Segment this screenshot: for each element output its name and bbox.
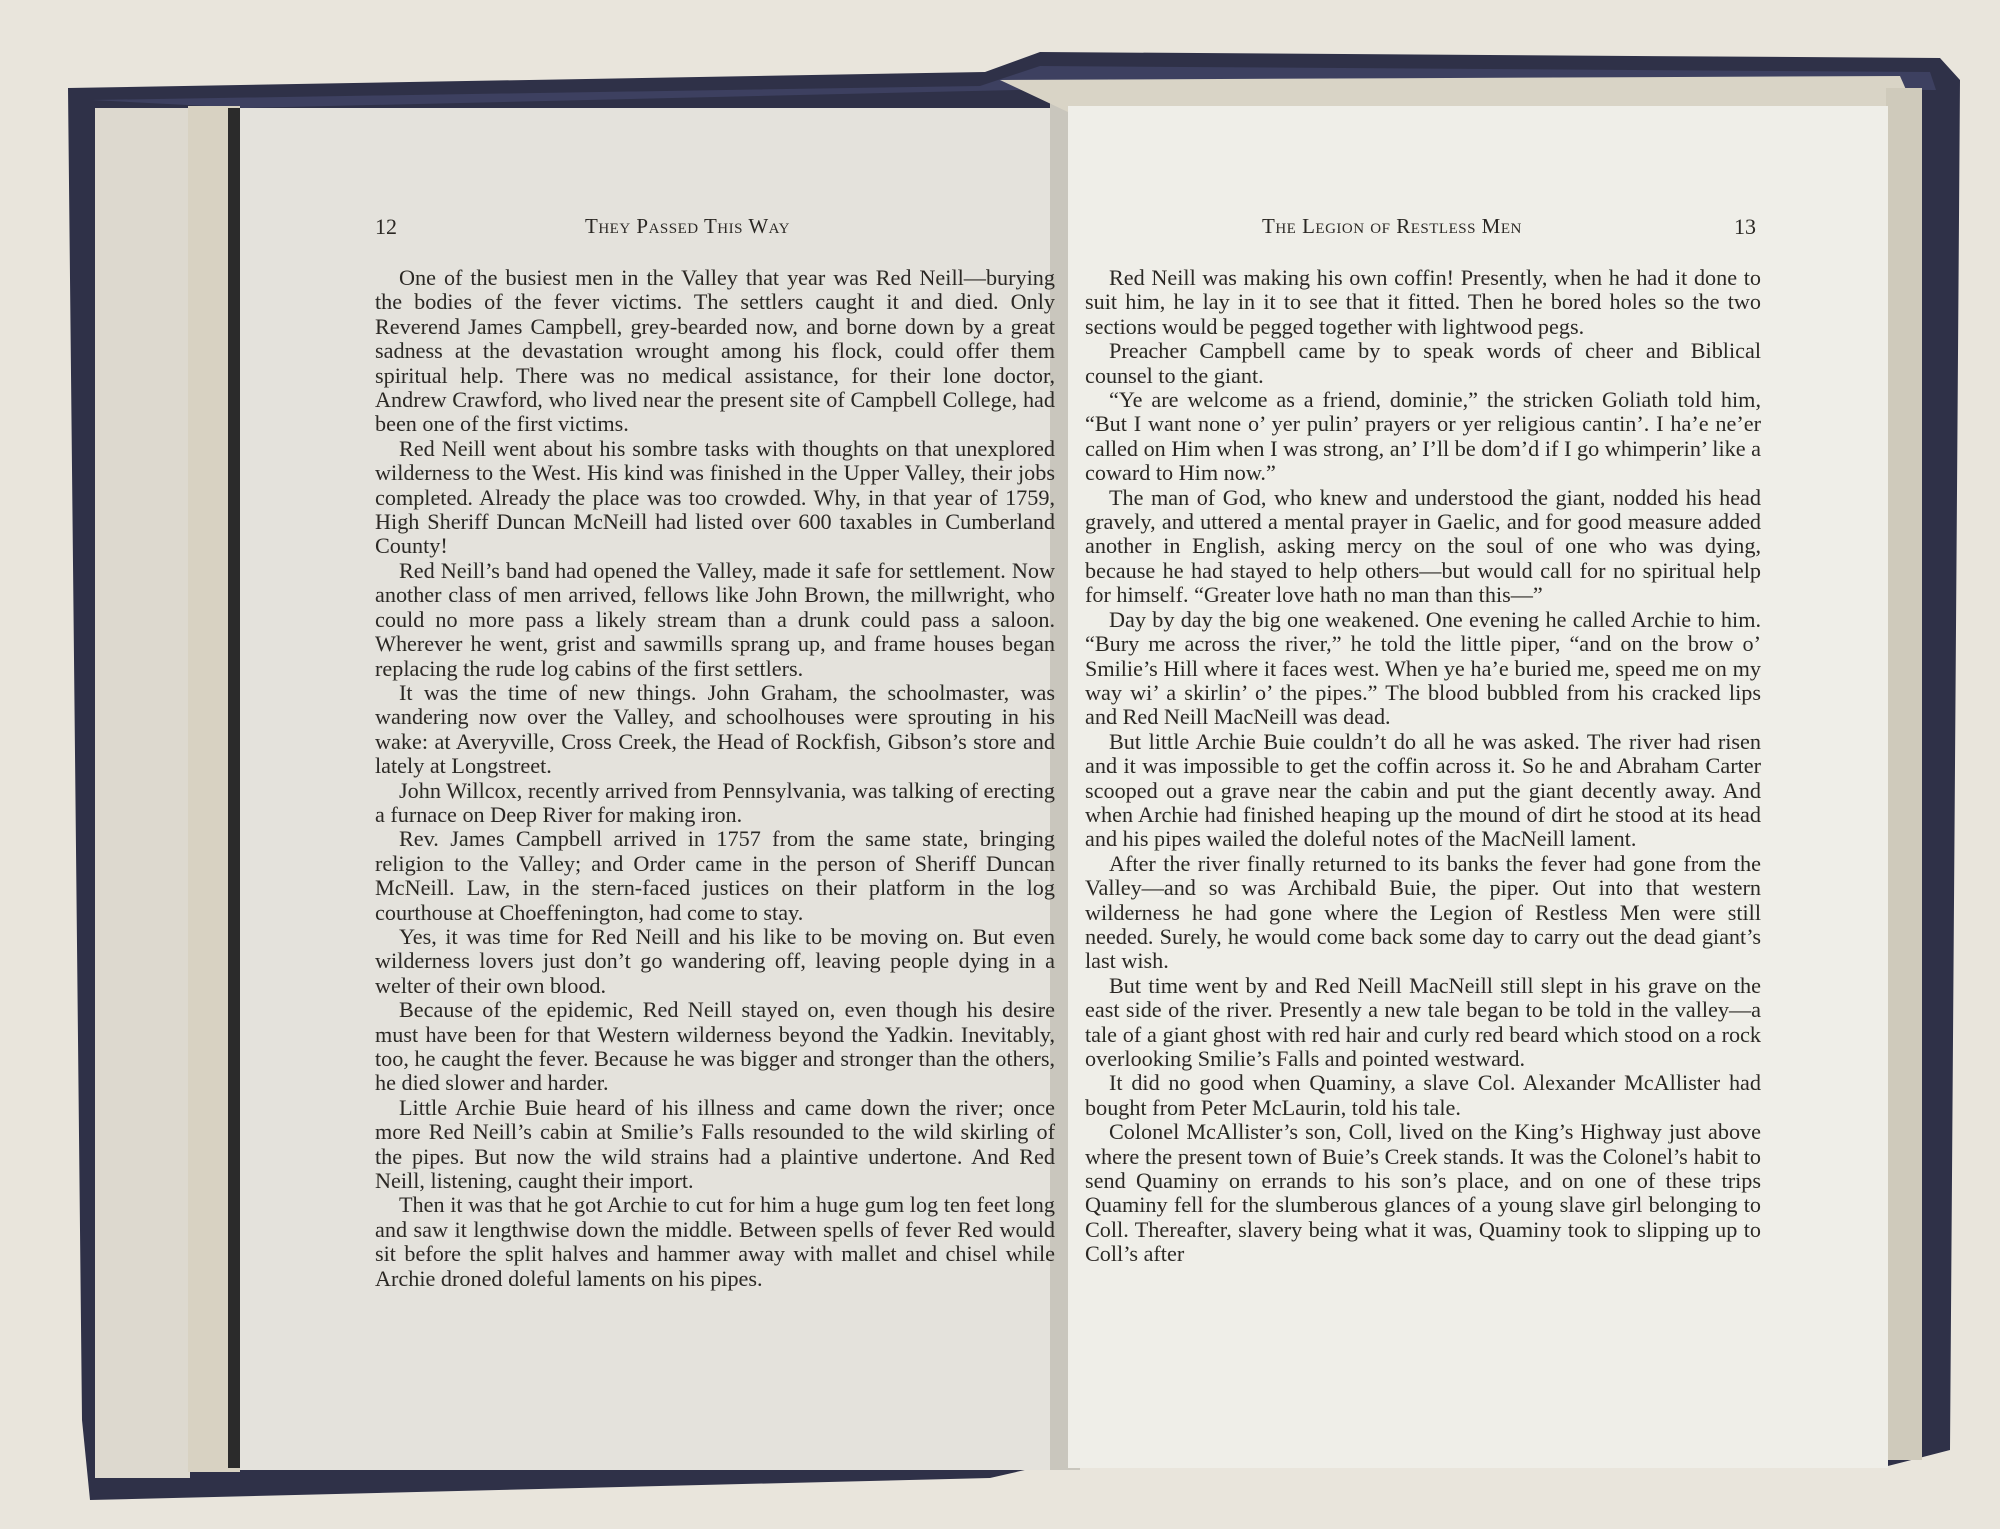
paragraph: After the river finally returned to its banks the fever had gone from the Valley—and so was Archibald Buie, the piper. Out into that western wilderness he had gone where the Legion of Restless Men were still needed. Surely, he would come back some day to carry out the dead giant’s last wish. bbox=[1085, 850, 1761, 974]
paragraph: Red Neill went about his sombre tasks with thoughts on that unexplored wilderness to the West. His kind was finished in the Upper Valley, their jobs completed. Already the place was too crowded. Why, in that year of 1759, High Sheriff Duncan McNeill had listed over 600 taxables in Cumberland County! bbox=[375, 435, 1055, 559]
paragraph: “Ye are welcome as a friend, dominie,” the stricken Goliath told him, “But I want none o’ yer pulin’ prayers or yer religious cantin’. I ha’e ne’er called on Him when I was strong, an’ I’ll be dom’d if I go whimperin’ like a coward to Him now.” bbox=[1085, 387, 1761, 486]
left-page-edge-lines bbox=[228, 108, 240, 1468]
running-head: The Legion of Restless Men bbox=[1262, 214, 1522, 238]
page-number: 13 bbox=[1734, 214, 1756, 239]
paragraph: Yes, it was time for Red Neill and his like to be moving on. But even wilderness lovers just don’t go wandering off, leaving people dying in a welter of their own blood. bbox=[375, 923, 1055, 998]
paragraph: Rev. James Campbell arrived in 1757 from the same state, bringing religion to the Valley; and Order came in the person of Sheriff Duncan McNeill. Law, in the stern-faced justices on their platform in the log courthouse at Choeffenington, had come to stay. bbox=[375, 826, 1055, 925]
paragraph: Day by day the big one weakened. One evening he called Archie to him. “Bury me across the river,” he told the little piper, “and on the brow o’ Smilie’s Hill where it faces west. When ye ha’e buried me, speed me on my way wi’ a skirlin’ o’ the pipes.” The blood bubbled from his cracked lips and Red Neill MacNeill was dead. bbox=[1085, 606, 1761, 730]
paragraph: Colonel McAllister’s son, Coll, lived on the King’s Highway just above where the present town of Buie’s Creek stands. It was the Colonel’s habit to send Quaminy on errands to his son’s place, and on one of these trips Quaminy fell for the slumberous glances of a young slave girl belonging to Coll. Thereafter, slavery being what it was, Quaminy took to slipping up to Coll’s after bbox=[1085, 1119, 1761, 1267]
left-cover-lining bbox=[95, 108, 190, 1478]
paragraph: But time went by and Red Neill MacNeill still slept in his grave on the east side of the river. Presently a new tale began to be told in the valley—a tale of a giant ghost with red hair and curly red beard which stood on a rock overlooking Smilie’s Falls and pointed westward. bbox=[1085, 972, 1761, 1071]
paragraph: Little Archie Buie heard of his illness and came down the river; once more Red Neill’s cabin at Smilie’s Falls resounded to the wild skirling of the pipes. But now the wild strains had a plaintive undertone. And Red Neill, listening, caught their import. bbox=[375, 1094, 1055, 1194]
paragraph: One of the busiest men in the Valley that year was Red Neill—burying the bodies of the fever victims. The settlers caught it and died. Only Reverend James Campbell, grey-bearded now, and borne down by a great sadness at the devastation wrought among his flock, could offer them spiritual help. There was no medical assistance, for their lone doctor, Andrew Crawford, who lived near the present site of Campbell College, had been one of the first victims. bbox=[375, 265, 1055, 437]
paragraph: It was the time of new things. John Graham, the schoolmaster, was wandering now over the Valley, and schoolhouses were sprouting in his wake: at Averyville, Cross Creek, the Head of Rockfish, Gibson’s store and lately at Longstreet. bbox=[375, 679, 1055, 779]
paragraph: John Willcox, recently arrived from Pennsylvania, was talking of erecting a furnace on Deep River for making iron. bbox=[375, 777, 1055, 827]
paragraph: Because of the epidemic, Red Neill stayed on, even though his desire must have been for that Western wilderness beyond the Yadkin. Inevitably, too, he caught the fever. Because he was bigger and stronger than the others, he died slower and harder. bbox=[375, 997, 1055, 1096]
paragraph: Red Neill was making his own coffin! Presently, when he had it done to suit him, he lay in it to see that it fitted. Then he bored holes so the two sections would be pegged together with lightwood pegs. bbox=[1085, 265, 1761, 339]
paragraph: It did no good when Quaminy, a slave Col. Alexander McAllister had bought from Peter McLaurin, told his tale. bbox=[1085, 1070, 1761, 1120]
paragraph: But little Archie Buie couldn’t do all he was asked. The river had risen and it was impossible to get the coffin across it. So he and Abraham Carter scooped out a grave near the cabin and put the giant decently away. And when Archie had finished heaping up the mound of dirt he stood at its head and his pipes wailed the doleful notes of the MacNeill lament. bbox=[1085, 728, 1761, 852]
right-page-edges bbox=[1886, 88, 1922, 1460]
running-head: They Passed This Way bbox=[585, 214, 790, 238]
left-page bbox=[240, 118, 1060, 1468]
paragraph: Then it was that he got Archie to cut for him a huge gum log ten feet long and saw it lengthwise down the middle. Between spells of fever Red would sit before the split halves and hammer away with mallet and chisel while Archie droned doleful laments on his pipes. bbox=[375, 1192, 1055, 1291]
paragraph: Red Neill’s band had opened the Valley, made it safe for settlement. Now another class of men arrived, fellows like John Brown, the millwright, who could no more pass a likely stream than a drunk could pass a saloon. Wherever he went, grist and sawmills sprang up, and frame houses began replacing the rude log cabins of the first settlers. bbox=[375, 557, 1055, 681]
paragraph: Preacher Campbell came by to speak words of cheer and Biblical counsel to the giant. bbox=[1085, 338, 1761, 388]
page-number: 12 bbox=[375, 214, 397, 239]
right-page bbox=[1068, 118, 1888, 1458]
page-body-text bbox=[1085, 266, 1761, 1267]
paragraph: The man of God, who knew and understood the giant, nodded his head gravely, and uttered a mental prayer in Gaelic, and for good measure added another in English, asking mercy on the soul of one who was dying, because he had stayed to help others—but would call for no spiritual help for himself. “Greater love hath no man than this—” bbox=[1085, 484, 1761, 608]
page-body-text bbox=[375, 266, 1055, 1291]
